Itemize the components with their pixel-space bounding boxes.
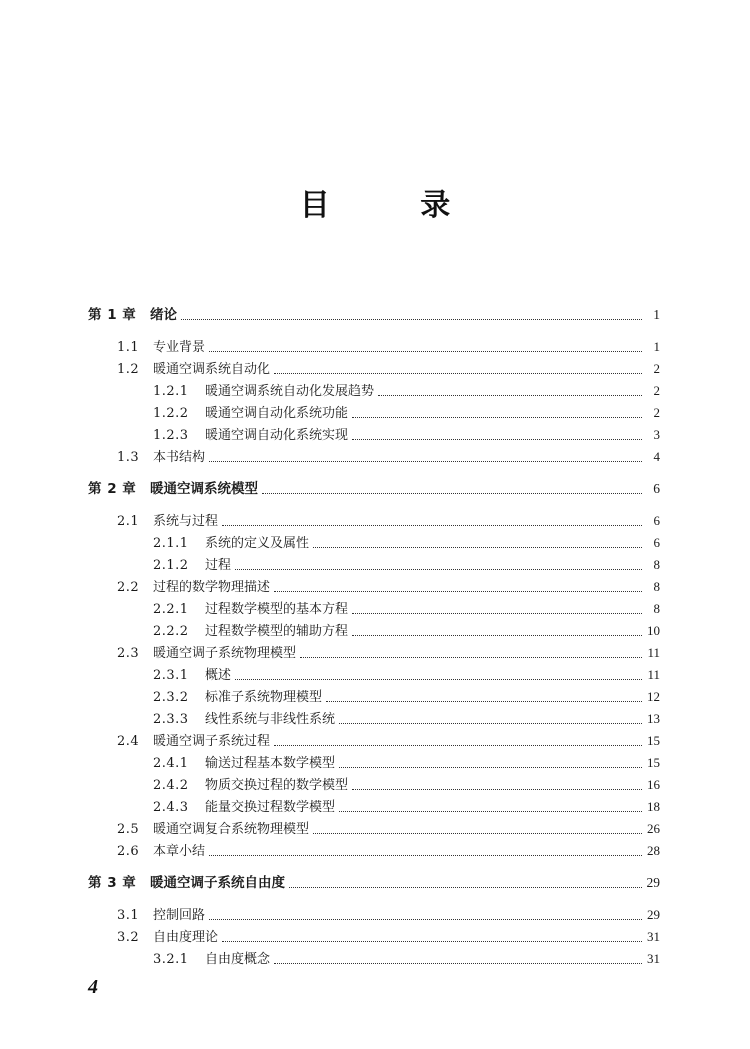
- dot-leader: [222, 525, 642, 526]
- toc-entry-number: 2.3: [117, 646, 140, 661]
- toc-entry-page: 2: [653, 405, 660, 420]
- toc-entry-title: 自由度概念: [205, 952, 271, 967]
- toc-entry-number: 1.2.1: [153, 384, 189, 399]
- toc-entry-page: 28: [647, 843, 660, 858]
- toc-entry-title: 过程: [205, 558, 232, 573]
- toc-entry-title: 过程数学模型的基本方程: [205, 602, 349, 617]
- toc-section-entry[interactable]: [117, 576, 660, 598]
- toc-entry-title: 暖通空调子系统过程: [153, 734, 271, 749]
- toc-entry-page: 2: [653, 383, 660, 398]
- toc-subsection-entry[interactable]: [153, 796, 660, 818]
- toc-entry-page: 31: [647, 929, 660, 944]
- toc-subsection-entry[interactable]: [153, 380, 660, 402]
- dot-leader: [235, 569, 642, 570]
- toc-entry-number: 第 3 章: [88, 875, 137, 891]
- toc-entry-number: 2.1.2: [153, 558, 189, 573]
- toc-entry-title: 暖通空调系统自动化: [153, 362, 271, 377]
- toc-entry-number: 2.2.1: [153, 602, 189, 617]
- dot-leader: [289, 887, 642, 888]
- toc-entry-page: 4: [653, 449, 660, 464]
- toc-entry-number: 1.1: [117, 340, 140, 355]
- toc-subsection-entry[interactable]: [153, 708, 660, 730]
- toc-entry-number: 2.4.2: [153, 778, 189, 793]
- toc-subsection-entry[interactable]: [153, 598, 660, 620]
- toc-entry-page: 6: [653, 535, 660, 550]
- toc-entry-title: 绪论: [150, 307, 177, 323]
- dot-leader: [339, 723, 642, 724]
- toc-entry-title: 标准子系统物理模型: [205, 690, 323, 705]
- toc-entry-title: 物质交换过程的数学模型: [205, 778, 349, 793]
- toc-entry-number: 1.2.3: [153, 428, 189, 443]
- toc-entry-page: 6: [653, 481, 660, 496]
- toc-entry-number: 3.2.1: [153, 952, 189, 967]
- dot-leader: [222, 941, 642, 942]
- toc-entry-number: 1.2.2: [153, 406, 189, 421]
- dot-leader: [352, 789, 642, 790]
- toc-entry-page: 6: [653, 513, 660, 528]
- toc-entry-number: 第 2 章: [88, 481, 137, 497]
- toc-entry-number: 2.1.1: [153, 536, 189, 551]
- dot-leader: [378, 395, 642, 396]
- toc-subsection-entry[interactable]: [153, 664, 660, 686]
- toc-subsection-entry[interactable]: [153, 402, 660, 424]
- toc-section-entry[interactable]: [117, 358, 660, 380]
- dot-leader: [262, 493, 642, 494]
- toc-entry-number: 1.2: [117, 362, 140, 377]
- toc-entry-number: 2.1: [117, 514, 140, 529]
- toc-section-entry[interactable]: [117, 840, 660, 862]
- toc-entry-page: 8: [653, 579, 660, 594]
- dot-leader: [352, 417, 642, 418]
- toc-entry-title: 暖通空调系统自动化发展趋势: [205, 384, 375, 399]
- toc-entry-title: 暖通空调子系统自由度: [150, 875, 285, 891]
- toc-entry-page: 29: [647, 907, 660, 922]
- toc-entry-number: 第 1 章: [88, 307, 137, 323]
- dot-leader: [352, 635, 642, 636]
- toc-entry-title: 暖通空调系统模型: [150, 481, 258, 497]
- toc-section-entry[interactable]: [117, 642, 660, 664]
- toc-entry-page: 8: [653, 557, 660, 572]
- toc-section-entry[interactable]: [117, 446, 660, 468]
- dot-leader: [274, 591, 642, 592]
- dot-leader: [339, 811, 642, 812]
- toc-entry-page: 11: [647, 645, 660, 660]
- dot-leader: [209, 461, 642, 462]
- toc-entry-page: 12: [647, 689, 660, 704]
- toc-entry-page: 1: [653, 307, 660, 322]
- toc-subsection-entry[interactable]: [153, 424, 660, 446]
- toc-section-entry[interactable]: [117, 730, 660, 752]
- toc-entry-title: 控制回路: [153, 908, 206, 923]
- page-title: 目 录: [299, 188, 491, 223]
- dot-leader: [209, 919, 642, 920]
- toc-entry-page: 13: [647, 711, 660, 726]
- toc-entry-page: 15: [647, 733, 660, 748]
- dot-leader: [326, 701, 642, 702]
- toc-entry-number: 2.3.3: [153, 712, 189, 727]
- toc-section-entry[interactable]: [117, 336, 660, 358]
- dot-leader: [209, 351, 642, 352]
- toc-subsection-entry[interactable]: [153, 686, 660, 708]
- toc-entry-title: 本章小结: [153, 844, 206, 859]
- toc-entry-title: 系统的定义及属性: [205, 536, 310, 551]
- toc-entry-page: 29: [646, 875, 660, 890]
- dot-leader: [181, 319, 642, 320]
- toc-entry-title: 系统与过程: [153, 514, 219, 529]
- dot-leader: [352, 439, 642, 440]
- toc-entry-title: 自由度理论: [153, 930, 219, 945]
- toc-chapter-entry[interactable]: [88, 478, 660, 500]
- toc-entry-page: 26: [647, 821, 660, 836]
- toc-entry-number: 2.3.2: [153, 690, 189, 705]
- toc-entry-number: 2.4.3: [153, 800, 189, 815]
- toc-entry-title: 暖通空调子系统物理模型: [153, 646, 297, 661]
- toc-subsection-entry[interactable]: [153, 532, 660, 554]
- toc-section-entry[interactable]: [117, 904, 660, 926]
- toc-subsection-entry[interactable]: [153, 554, 660, 576]
- dot-leader: [352, 613, 642, 614]
- dot-leader: [209, 855, 642, 856]
- dot-leader: [274, 745, 642, 746]
- toc-entry-number: 3.1: [117, 908, 140, 923]
- toc-subsection-entry[interactable]: [153, 620, 660, 642]
- dot-leader: [274, 963, 642, 964]
- dot-leader: [274, 373, 642, 374]
- toc-chapter-entry[interactable]: [88, 304, 660, 326]
- dot-leader: [313, 833, 642, 834]
- toc-entry-page: 8: [653, 601, 660, 616]
- toc-entry-number: 2.2.2: [153, 624, 189, 639]
- toc-entry-title: 概述: [205, 668, 232, 683]
- toc-entry-title: 过程数学模型的辅助方程: [205, 624, 349, 639]
- toc-entry-number: 2.2: [117, 580, 140, 595]
- toc-section-entry[interactable]: [117, 510, 660, 532]
- toc-subsection-entry[interactable]: [153, 752, 660, 774]
- toc-entry-number: 1.3: [117, 450, 140, 465]
- toc-subsection-entry[interactable]: [153, 774, 660, 796]
- toc-entry-page: 31: [647, 951, 660, 966]
- toc-entry-title: 线性系统与非线性系统: [205, 712, 336, 727]
- dot-leader: [300, 657, 642, 658]
- toc-entry-page: 1: [653, 339, 660, 354]
- dot-leader: [235, 679, 642, 680]
- dot-leader: [313, 547, 642, 548]
- toc-entry-number: 2.4.1: [153, 756, 189, 771]
- toc-entry-page: 11: [647, 667, 660, 682]
- toc-entry-page: 15: [647, 755, 660, 770]
- toc-entry-number: 2.6: [117, 844, 140, 859]
- toc-entry-title: 过程的数学物理描述: [153, 580, 271, 595]
- page-number: 4: [88, 976, 98, 998]
- dot-leader: [339, 767, 642, 768]
- toc-entry-page: 16: [647, 777, 660, 792]
- toc-entry-page: 18: [647, 799, 660, 814]
- toc-entry-page: 10: [647, 623, 660, 638]
- toc-entry-title: 输送过程基本数学模型: [205, 756, 336, 771]
- toc-entry-page: 3: [653, 427, 660, 442]
- toc-entry-title: 专业背景: [153, 340, 206, 355]
- toc-subsection-entry[interactable]: [153, 948, 660, 970]
- toc-chapter-entry[interactable]: [88, 872, 660, 894]
- toc-entry-title: 能量交换过程数学模型: [205, 800, 336, 815]
- toc-entry-number: 2.4: [117, 734, 140, 749]
- toc-entry-number: 2.3.1: [153, 668, 189, 683]
- toc-entry-title: 暖通空调自动化系统功能: [205, 406, 349, 421]
- toc-entry-number: 2.5: [117, 822, 140, 837]
- toc-entry-title: 本书结构: [153, 450, 206, 465]
- toc-section-entry[interactable]: [117, 926, 660, 948]
- toc-entry-title: 暖通空调自动化系统实现: [205, 428, 349, 443]
- toc-entry-page: 2: [653, 361, 660, 376]
- toc-entry-title: 暖通空调复合系统物理模型: [153, 822, 310, 837]
- toc-entry-number: 3.2: [117, 930, 140, 945]
- toc-section-entry[interactable]: [117, 818, 660, 840]
